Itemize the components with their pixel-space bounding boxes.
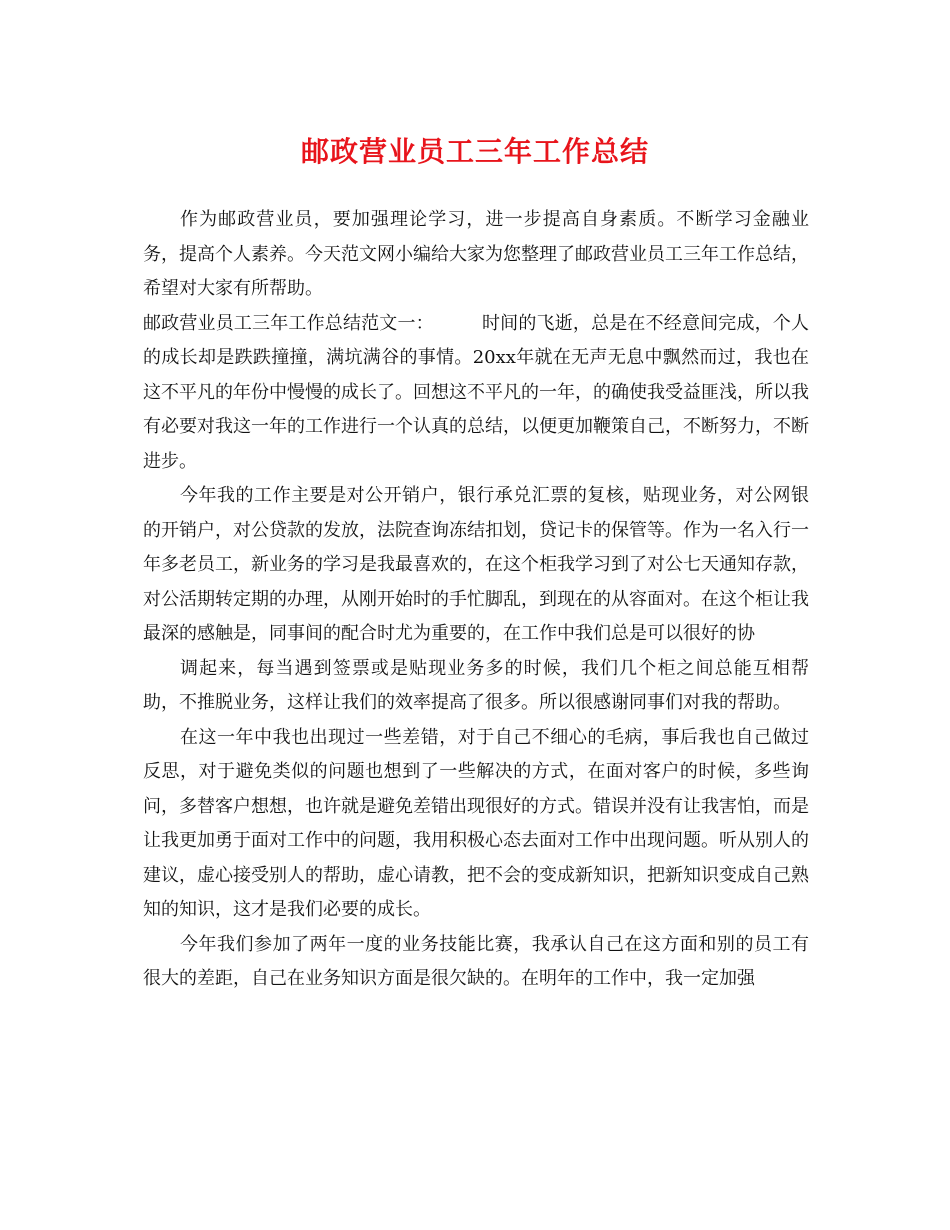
teamwork-paragraph: 调起来，每当遇到签票或是贴现业务多的时候，我们几个柜之间总能互相帮助，不推脱业务，这样让我们的效率提高了很多。所以很感谢同事们对我的帮助。 xyxy=(143,657,809,713)
page-title: 邮政营业员工三年工作总结 xyxy=(300,135,649,168)
work-content-paragraph: 今年我的工作主要是对公开销户，银行承兑汇票的复核，贴现业务，对公网银的开销户，对公贷款的发放，法院查询冻结扣划，贷记卡的保管等。作为一名入行一年多老员工，新业务的学习是我最喜欢的，在这个柜我学习到了对公七天通知存款，对公活期转定期的办理，从刚开始时的手忙脚乱，到现在的从容面对。在这个柜让我最深的感触是，同事间的配合时尤为重要的，在工作中我们总是可以很好的协 xyxy=(143,485,809,644)
sample-heading: 邮政营业员工三年工作总结范文一： xyxy=(143,312,434,334)
competition-paragraph: 今年我们参加了两年一度的业务技能比赛，我承认自己在这方面和别的员工有很大的差距，自己在业务知识方面是很欠缺的。在明年的工作中，我一定加强 xyxy=(143,933,809,989)
document-body xyxy=(143,203,809,997)
sample-first-text: 时间的飞逝，总是在不经意间完成，个人的成长却是跌跌撞撞，满坑满谷的事情。20xx年就在无声无息中飘然而过，我也在这不平凡的年份中慢慢的成长了。回想这不平凡的一年，的确使我受益匪浅，所以我有必要对我这一年的工作进行一个认真的总结，以便更加鞭策自己，不断努力，不断进步。 xyxy=(143,312,810,472)
reflection-paragraph: 在这一年中我也出现过一些差错，对于自己不细心的毛病，事后我也自己做过反思，对于避免类似的问题也想到了一些解决的方式，在面对客户的时候，多些询问，多替客户想想，也许就是避免差错出现很好的方式。错误并没有让我害怕，而是让我更加勇于面对工作中的问题，我用积极心态去面对工作中出现问题。听从别人的建议，虚心接受别人的帮助，虚心请教，把不会的变成新知识，把新知识变成自己熟知的知识，这才是我们必要的成长。 xyxy=(143,726,809,920)
sample-paragraph xyxy=(143,307,809,480)
intro-paragraph: 作为邮政营业员，要加强理论学习，进一步提高自身素质。不断学习金融业务，提高个人素养。今天范文网小编给大家为您整理了邮政营业员工三年工作总结，希望对大家有所帮助。 xyxy=(143,209,809,299)
